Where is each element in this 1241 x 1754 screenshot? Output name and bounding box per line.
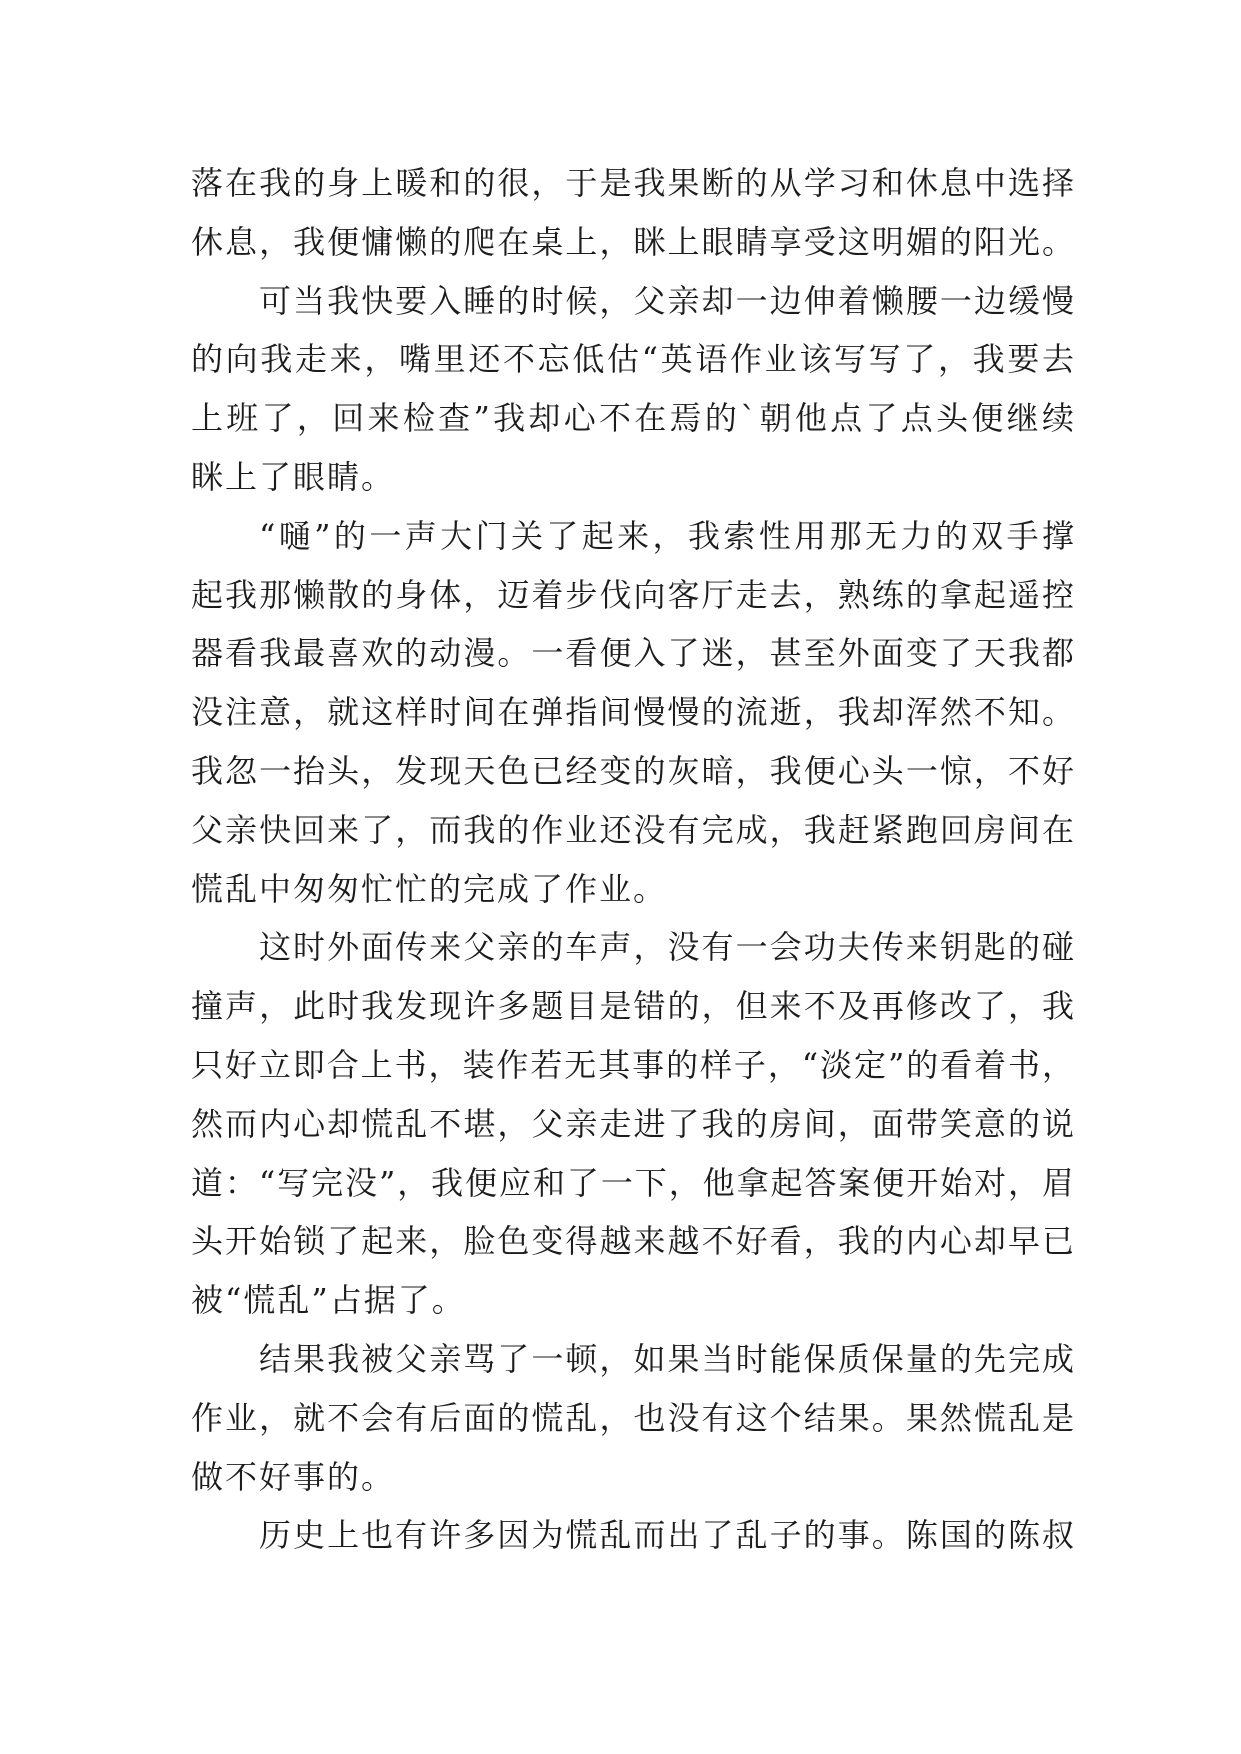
text-line: 结果我被父亲骂了一顿，如果当时能保质保量的先完成 [259,1339,1074,1378]
text-line: 作业，就不会有后面的慌乱，也没有这个结果。果然慌乱是 [191,1398,1074,1437]
text-line: 慌乱中匆匆忙忙的完成了作业。 [191,869,668,908]
paragraph [191,1330,1074,1506]
text-line: 休息，我便慵懒的爬在桌上，眯上眼睛享受这明媚的阳光。 [191,222,1074,261]
text-line: 这时外面传来父亲的车声，没有一会功夫传来钥匙的碰 [259,928,1074,967]
text-line: 没注意，就这样时间在弹指间慢慢的流逝，我却浑然不知。 [191,693,1074,732]
text-line: 起我那懒散的身体，迈着步伐向客厅走去，熟练的拿起遥控 [191,575,1074,614]
paragraph [191,272,1074,507]
body-text [191,154,1074,1565]
text-line: 落在我的身上暖和的很，于是我果断的从学习和休息中选择 [191,164,1074,202]
paragraph [191,154,1074,272]
text-line: 眯上了眼睛。 [191,457,396,496]
text-line: 我忽一抬头，发现天色已经变的灰暗，我便心头一惊，不好 [191,751,1074,790]
text-line: 历史上也有许多因为慌乱而出了乱子的事。陈国的陈叔 [259,1516,1074,1555]
text-line: 父亲快回来了，而我的作业还没有完成，我赶紧跑回房间在 [191,810,1074,849]
text-line: 器看我最喜欢的动漫。一看便入了迷，甚至外面变了天我都 [191,634,1074,673]
text-line: 然而内心却慌乱不堪，父亲走进了我的房间，面带笑意的说 [191,1104,1074,1143]
paragraph [191,1506,1074,1565]
text-line: 的向我走来，嘴里还不忘低估“英语作业该写写了，我要去 [191,340,1074,379]
text-line: 做不好事的。 [191,1457,396,1496]
text-line: 被“慌乱”占据了。 [191,1281,466,1320]
paragraph [191,507,1074,919]
text-line: 只好立即合上书，装作若无其事的样子，“淡定”的看着书， [191,1045,1074,1084]
text-line: 撞声，此时我发现许多题目是错的，但来不及再修改了，我 [191,987,1074,1026]
paragraph [191,918,1074,1330]
text-line: 可当我快要入睡的时候，父亲却一边伸着懒腰一边缓慢 [259,281,1074,320]
text-line: 头开始锁了起来，脸色变得越来越不好看，我的内心却早已 [191,1222,1074,1261]
text-line: 上班了，回来检查”我却心不在焉的`朝他点了点头便继续 [191,399,1074,438]
text-line: “嗵”的一声大门关了起来，我索性用那无力的双手撑 [259,516,1074,555]
text-line: 道：“写完没”，我便应和了一下，他拿起答案便开始对，眉 [191,1163,1074,1202]
